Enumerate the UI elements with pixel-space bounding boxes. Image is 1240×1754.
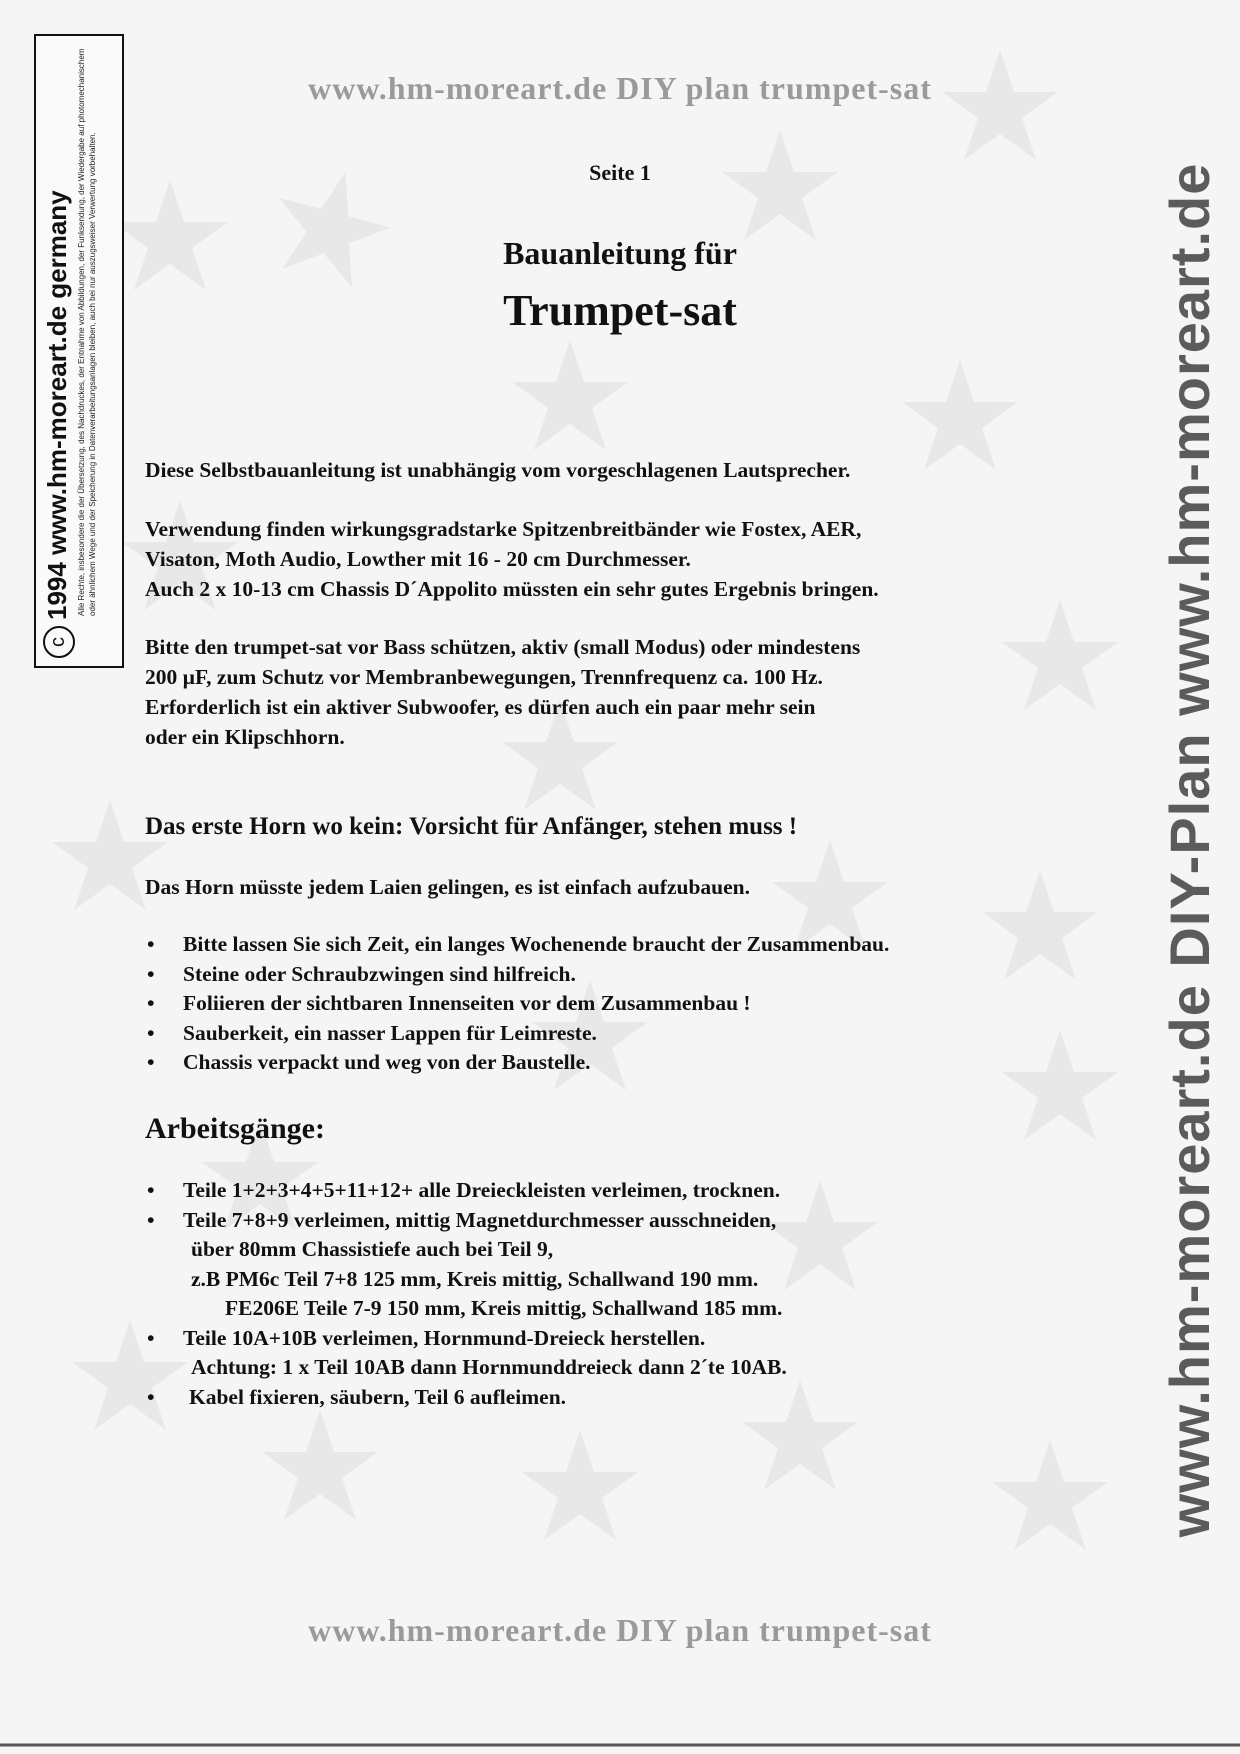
intro-p3-line: oder ein Klipschhorn. xyxy=(145,725,345,749)
title-line-1: Bauanleitung für xyxy=(503,235,737,271)
copyright-text: 1994 www.hm-moreart.de germany xyxy=(42,190,72,620)
tip-text: Bitte lassen Sie sich Zeit, ein langes Wochenende braucht der Zusammenbau. xyxy=(183,932,890,956)
list-item xyxy=(145,989,1045,1019)
intro-p3-line: Bitte den trumpet-sat vor Bass schützen, aktiv (small Modus) oder mindestens xyxy=(145,635,861,659)
horn-text: Das Horn müsste jedem Laien gelingen, es ist einfach aufzubauen. xyxy=(145,875,750,899)
intro-p2-line: Visaton, Moth Audio, Lowther mit 16 - 20 cm Durchmesser. xyxy=(145,547,691,571)
tip-text: Foliieren der sichtbaren Innenseiten vor dem Zusammenbau ! xyxy=(183,991,751,1015)
page-title: Trumpet-sat xyxy=(503,286,737,335)
tip-text: Steine oder Schraubzwingen sind hilfreich. xyxy=(183,961,576,986)
step-text: Teile 7+8+9 verleimen, mittig Magnetdurchmesser ausschneiden, xyxy=(183,1207,777,1232)
right-watermark: www.hm-moreart.de DIY-Plan www.hm-moreart.de xyxy=(1158,162,1221,1538)
list-item xyxy=(145,1383,1045,1413)
bullet: • xyxy=(147,1325,155,1350)
step-text: Teile 10A+10B verleimen, Hornmund-Dreieck herstellen. xyxy=(183,1325,706,1350)
bullet: • xyxy=(147,1384,155,1409)
list-item xyxy=(145,1048,1045,1078)
work-heading: Arbeitsgänge: xyxy=(145,1112,325,1145)
step-subline: FE206E Teile 7-9 150 mm, Kreis mittig, Schallwand 185 mm. xyxy=(225,1296,783,1320)
bullet: • xyxy=(147,932,155,956)
horn-heading: Das erste Horn wo kein: Vorsicht für Anfänger, stehen muss ! xyxy=(145,813,798,840)
bullet: • xyxy=(147,1207,155,1232)
step-subline: über 80mm Chassistiefe auch bei Teil 9, xyxy=(191,1237,554,1261)
intro-p2-line: Verwendung finden wirkungsgradstarke Spitzenbreitbänder wie Fostex, AER, xyxy=(145,517,862,541)
intro-p3-line: Erforderlich ist ein aktiver Subwoofer, es dürfen auch ein paar mehr sein xyxy=(145,695,816,719)
intro-p2-line: Auch 2 x 10-13 cm Chassis D´Appolito müssten ein sehr gutes Ergebnis bringen. xyxy=(145,577,879,601)
bullet: • xyxy=(147,991,155,1015)
intro-paragraph-3 xyxy=(145,632,1025,752)
tips-list xyxy=(145,930,1045,1078)
copyright-symbol: c xyxy=(43,626,75,658)
bullet: • xyxy=(147,1178,155,1202)
bullet: • xyxy=(147,1020,155,1045)
copyright-line xyxy=(42,44,75,658)
list-item xyxy=(145,1176,1045,1206)
list-item xyxy=(145,930,1045,960)
step-text: Kabel fixieren, säubern, Teil 6 aufleimen. xyxy=(189,1384,567,1409)
step-text: Teile 1+2+3+4+5+11+12+ alle Dreieckleisten verleimen, trocknen. xyxy=(183,1178,781,1202)
bullet: • xyxy=(147,961,155,986)
intro-paragraph-2 xyxy=(145,514,1025,604)
intro-paragraph-1: Diese Selbstbauanleitung ist unabhängig vom vorgeschlagenen Lautsprecher. xyxy=(145,458,851,482)
page-number: Seite 1 xyxy=(589,160,651,185)
work-steps-list xyxy=(145,1176,1045,1412)
step-subline: Achtung: 1 x Teil 10AB dann Hornmunddreieck dann 2´te 10AB. xyxy=(191,1355,787,1379)
tip-text: Sauberkeit, ein nasser Lappen für Leimreste. xyxy=(183,1020,597,1045)
copyright-box xyxy=(34,34,124,668)
copyright-fine-print: Alle Rechte, insbesondere die der Übersetzung, des Nachdruckes, der Entnahme von Abbildungen, der Funksendung, der Wiedergabe auf photomechanischem oder ähnlichem Wege und der Speicherung in Datenverarbeitungsanlagen bleiben, auch bei nur auszugsweiser Verwertung vorbehalten. xyxy=(77,48,97,616)
list-item xyxy=(145,1324,1045,1383)
footer-watermark: www.hm-moreart.de DIY plan trumpet-sat xyxy=(308,1612,932,1648)
list-item xyxy=(145,960,1045,990)
tip-text: Chassis verpackt und weg von der Baustelle. xyxy=(183,1050,591,1074)
step-subline: z.B PM6c Teil 7+8 125 mm, Kreis mittig, Schallwand 190 mm. xyxy=(191,1266,759,1291)
bullet: • xyxy=(147,1050,155,1074)
list-item xyxy=(145,1019,1045,1049)
header-watermark: www.hm-moreart.de DIY plan trumpet-sat xyxy=(308,70,932,106)
intro-p3-line: 200 µF, zum Schutz vor Membranbewegungen, Trennfrequenz ca. 100 Hz. xyxy=(145,665,823,689)
list-item xyxy=(145,1206,1045,1324)
copyright-rotated xyxy=(36,36,122,666)
